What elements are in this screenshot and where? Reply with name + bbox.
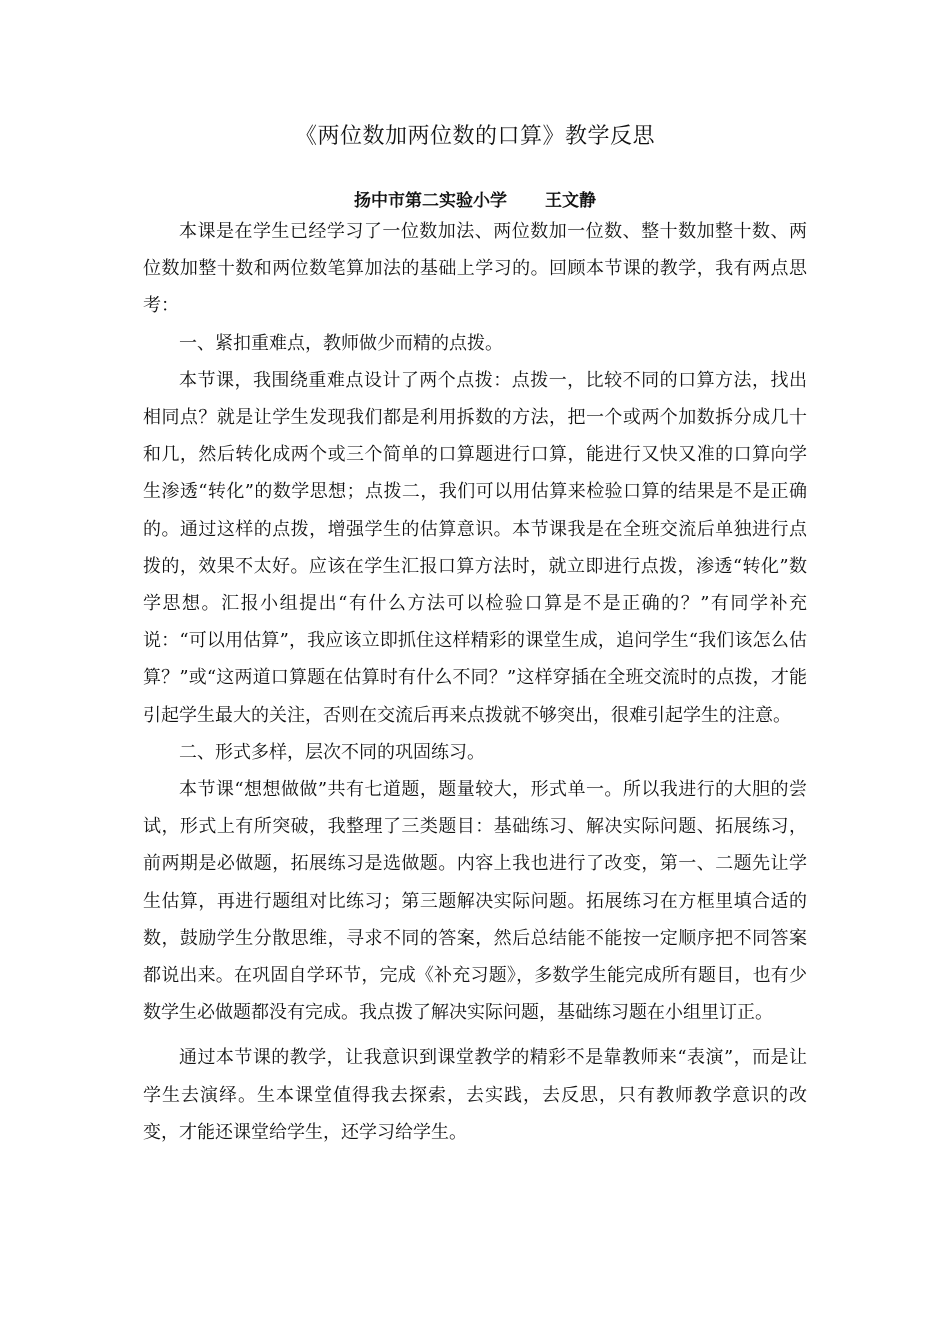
document-body [143,213,807,1151]
byline [0,188,950,214]
section-heading-1: 一、紧扣重难点，教师做少而精的点拨。 [179,332,503,354]
paragraph-intro: 本课是在学生已经学习了一位数加法、两位数加一位数、整十数加整十数、两位数加整十数和两位数笔算加法的基础上学习的。回顾本节课的教学，我有两点思考： [143,221,807,317]
author-name: 王文静 [545,191,596,211]
paragraph-conclusion: 通过本节课的教学，让我意识到课堂教学的精彩不是靠教师来“表演”，而是让学生去演绎。生本课堂值得我去探索，去实践，去反思，只有教师教学意识的改变，才能还课堂给学生，还学习给学生。 [143,1047,807,1143]
section-heading-2: 二、形式多样，层次不同的巩固练习。 [179,741,485,763]
document-title: 《两位数加两位数的口算》教学反思 [294,124,655,149]
paragraph-section-2: 本节课“想想做做”共有七道题，题量较大，形式单一。所以我进行的大胆的尝试，形式上有所突破，我整理了三类题目：基础练习、解决实际问题、拓展练习，前两期是必做题，拓展练习是选做题。内容上我也进行了改变，第一、二题先让学生估算，再进行题组对比练习；第三题解决实际问题。拓展练习在方框里填合适的数，鼓励学生分散思维，寻求不同的答案，然后总结能不能按一定顺序把不同答案都说出来。在巩固自学环节，完成《补充习题》，多数学生能完成所有题目，也有少数学生必做题都没有完成。我点拨了解决实际问题，基础练习题在小组里订正。 [143,779,807,1024]
school-name: 扬中市第二实验小学 [354,191,507,211]
paragraph-section-1: 本节课，我围绕重难点设计了两个点拨：点拨一，比较不同的口算方法，找出相同点？就是让学生发现我们都是利用拆数的方法，把一个或两个加数拆分成几十和几，然后转化成两个或三个简单的口算题进行口算，能进行又快又准的口算向学生渗透“转化”的数学思想；点拨二，我们可以用估算来检验口算的结果是不是正确的。通过这样的点拨，增强学生的估算意识。本节课我是在全班交流后单独进行点拨的，效果不太好。应该在学生汇报口算方法时，就立即进行点拨，渗透“转化”数学思想。汇报小组提出“有什么方法可以检验口算是不是正确的？”有同学补充说：“可以用估算”，我应该立即抓住这样精彩的课堂生成，追问学生“我们该怎么估算？”或“这两道口算题在估算时有什么不同？”这样穿插在全班交流时的点拨，才能引起学生最大的关注，否则在交流后再来点拨就不够突出，很难引起学生的注意。 [143,369,807,726]
